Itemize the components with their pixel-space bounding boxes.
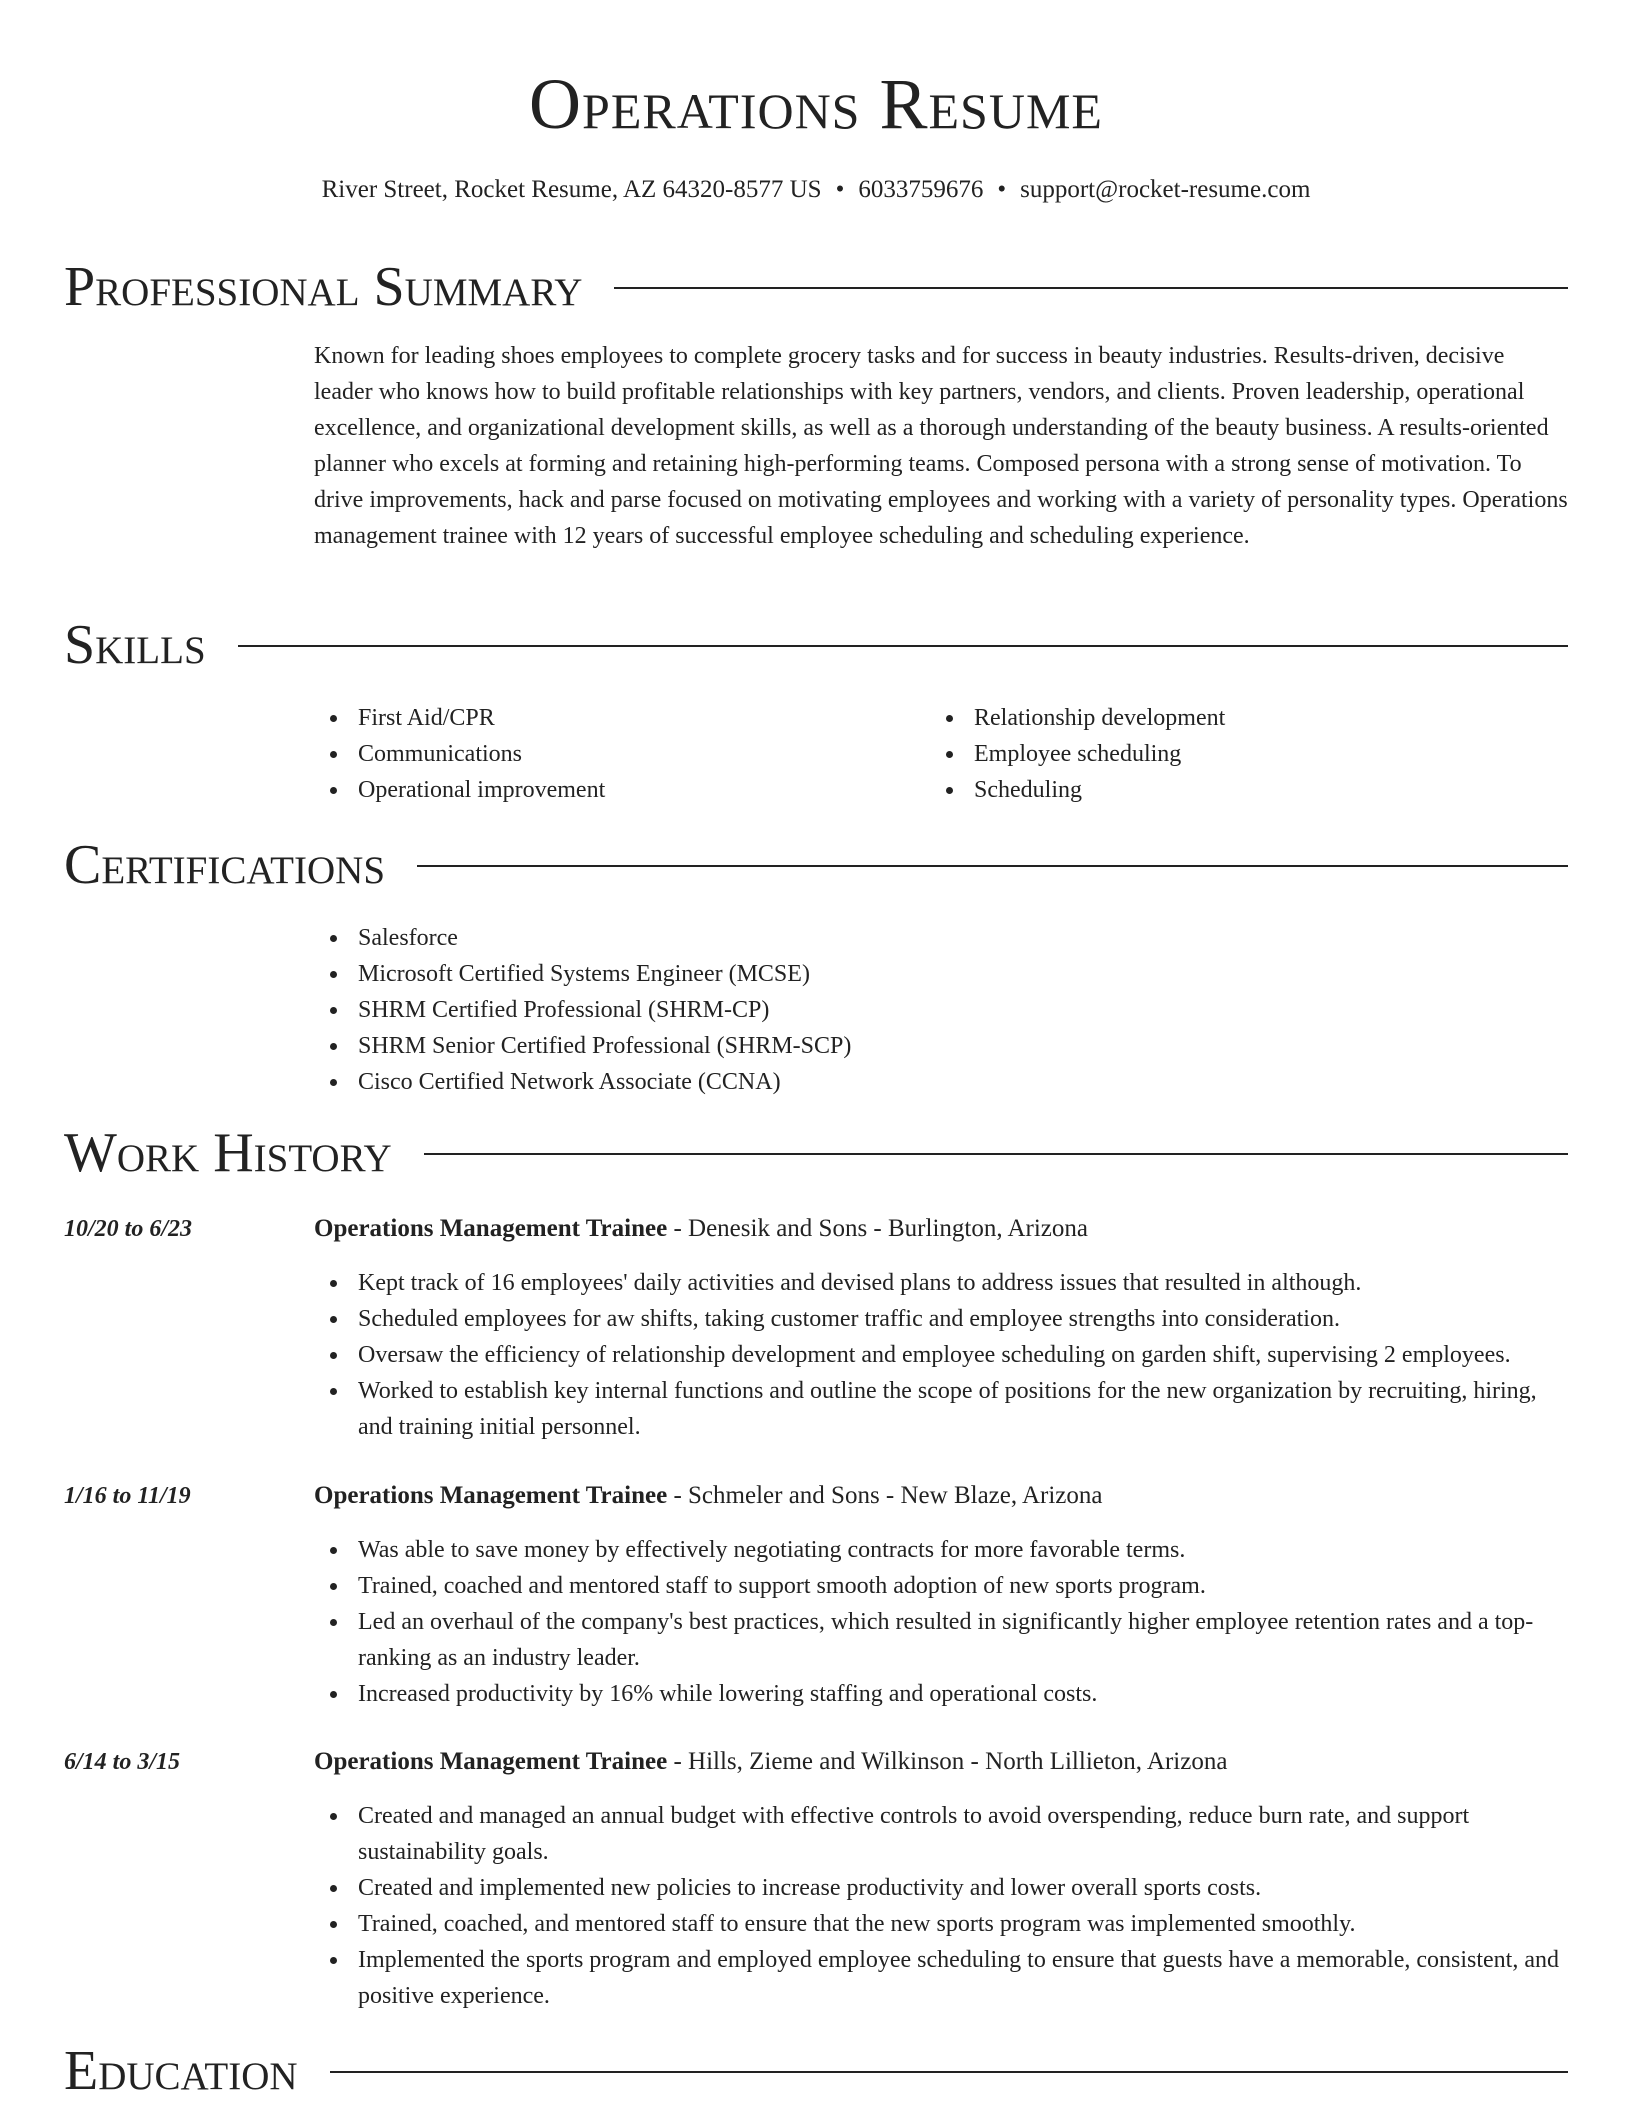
contact-email: support@rocket-resume.com	[1020, 176, 1311, 203]
job-bullets	[314, 1265, 1568, 1445]
contact-address: River Street, Rocket Resume, AZ 64320-8577 US	[321, 176, 822, 203]
job-bullet: Scheduled employees for aw shifts, taking customer traffic and employee strengths into consideration.	[314, 1301, 1568, 1337]
job-dates: 6/14 to 3/15	[64, 1749, 181, 1775]
certification-item: Cisco Certified Network Associate (CCNA)	[314, 1064, 1564, 1100]
section-header-education	[64, 2038, 1568, 2104]
section-title-education: Education	[64, 2040, 298, 2102]
job-employer-location: - Hills, Zieme and Wilkinson - North Lillieton, Arizona	[667, 1748, 1228, 1775]
job-title: Operations Management Trainee	[314, 1748, 668, 1775]
job-bullet: Kept track of 16 employees' daily activities and devised plans to address issues that resulted in although.	[314, 1265, 1568, 1301]
job-title: Operations Management Trainee	[314, 1482, 668, 1509]
contact-separator: •	[835, 176, 845, 203]
section-title-work-history: Work History	[64, 1122, 392, 1184]
skill-item: Employee scheduling	[930, 736, 1530, 772]
contact-separator: •	[997, 176, 1007, 203]
skill-item: Scheduling	[930, 772, 1530, 808]
section-title-certifications: Certifications	[64, 834, 386, 896]
job-dates: 1/16 to 11/19	[64, 1483, 191, 1509]
job-dates: 10/20 to 6/23	[64, 1216, 193, 1242]
skill-item: Operational improvement	[314, 772, 874, 808]
section-divider	[417, 865, 1568, 867]
job-bullet: Trained, coached and mentored staff to support smooth adoption of new sports program.	[314, 1568, 1568, 1604]
job-employer-location: - Denesik and Sons - Burlington, Arizona	[667, 1215, 1088, 1242]
section-title-summary: Professional Summary	[64, 256, 583, 318]
certification-item: SHRM Certified Professional (SHRM-CP)	[314, 992, 1564, 1028]
job-heading	[314, 1744, 1568, 1780]
section-divider	[330, 2071, 1568, 2073]
skill-item: Relationship development	[930, 700, 1530, 736]
contact-line	[0, 175, 1632, 205]
skills-list-right	[930, 700, 1530, 808]
section-header-work-history	[64, 1120, 1568, 1186]
job-bullets	[314, 1532, 1568, 1712]
certification-item: Microsoft Certified Systems Engineer (MCSE)	[314, 956, 1564, 992]
job-bullet: Trained, coached, and mentored staff to ensure that the new sports program was implemented smoothly.	[314, 1906, 1568, 1942]
job-bullet: Increased productivity by 16% while lowering staffing and operational costs.	[314, 1676, 1568, 1712]
section-header-skills	[64, 612, 1568, 678]
job-heading	[314, 1211, 1568, 1247]
section-divider	[238, 645, 1568, 647]
skills-list-left	[314, 700, 874, 808]
job-bullet: Led an overhaul of the company's best practices, which resulted in significantly higher employee retention rates and a top-ranking as an industry leader.	[314, 1604, 1568, 1676]
job-heading	[314, 1478, 1568, 1514]
section-divider	[424, 1153, 1568, 1155]
job-bullet: Oversaw the efficiency of relationship development and employee scheduling on garden shift, supervising 2 employees.	[314, 1337, 1568, 1373]
resume-title: Operations Resume	[529, 64, 1103, 144]
section-header-certifications	[64, 832, 1568, 898]
summary-text: Known for leading shoes employees to complete grocery tasks and for success in beauty industries. Results-driven, decisive leader who knows how to build profitable relationships with key partners, vendors, and clients. Proven leadership, operational excellence, and organizational development skills, as well as a thorough understanding of the beauty business. A results-oriented planner who excels at forming and retaining high-performing teams. Composed persona with a strong sense of motivation. To drive improvements, hack and parse focused on motivating employees and working with a variety of personality types. Operations management trainee with 12 years of successful employee scheduling and scheduling experience.	[314, 343, 1568, 549]
job-bullets	[314, 1798, 1568, 2014]
section-divider	[614, 287, 1568, 289]
job-bullet: Worked to establish key internal functions and outline the scope of positions for the new organization by recruiting, hiring, and training initial personnel.	[314, 1373, 1568, 1445]
contact-phone: 6033759676	[858, 176, 984, 203]
certification-item: SHRM Senior Certified Professional (SHRM-SCP)	[314, 1028, 1564, 1064]
certification-item: Salesforce	[314, 920, 1564, 956]
skill-item: First Aid/CPR	[314, 700, 874, 736]
section-title-skills: Skills	[64, 614, 206, 676]
job-bullet: Was able to save money by effectively negotiating contracts for more favorable terms.	[314, 1532, 1568, 1568]
job-bullet: Created and managed an annual budget with effective controls to avoid overspending, reduce burn rate, and support sustainability goals.	[314, 1798, 1568, 1870]
job-title: Operations Management Trainee	[314, 1215, 668, 1242]
job-employer-location: - Schmeler and Sons - New Blaze, Arizona	[667, 1482, 1103, 1509]
section-header-summary	[64, 254, 1568, 320]
job-bullet: Implemented the sports program and employed employee scheduling to ensure that guests have a memorable, consistent, and positive experience.	[314, 1942, 1568, 2014]
job-bullet: Created and implemented new policies to increase productivity and lower overall sports costs.	[314, 1870, 1568, 1906]
skill-item: Communications	[314, 736, 874, 772]
certifications-list	[314, 920, 1564, 1100]
